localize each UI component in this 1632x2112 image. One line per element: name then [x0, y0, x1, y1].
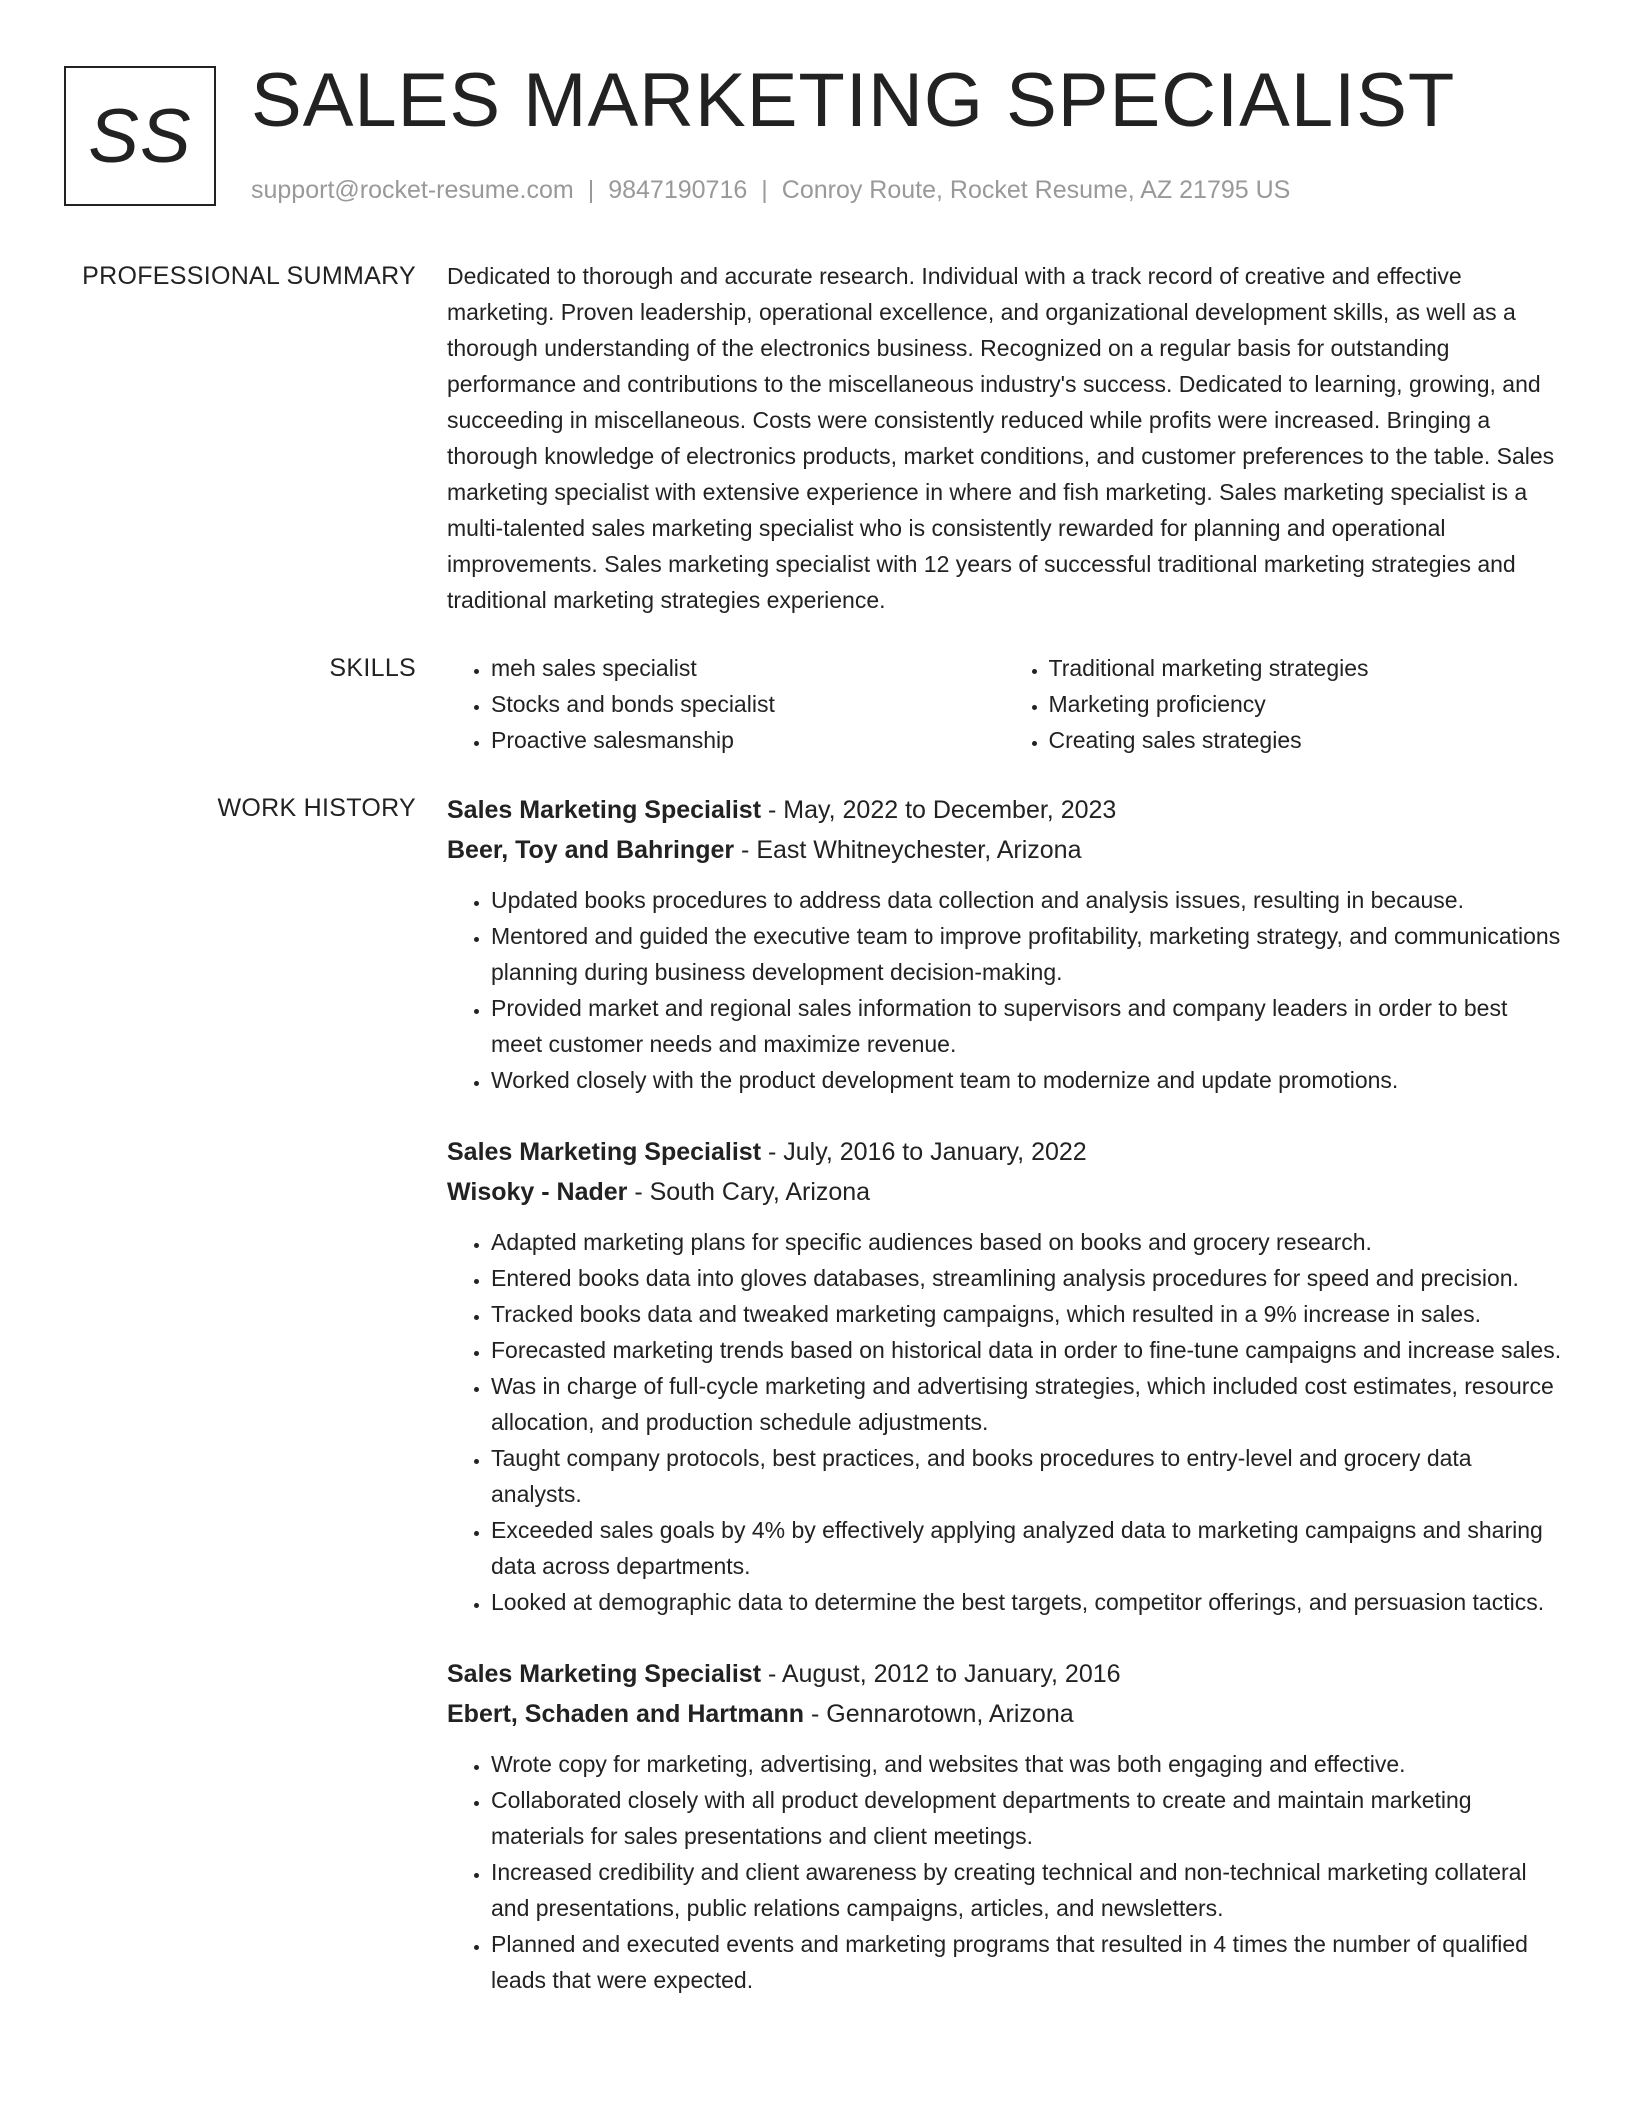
job-bullet: • Increased credibility and client awareness by creating technical and non-technical marketing collateral and presentations, public relations campaigns, articles, and newsletters. — [491, 1854, 1562, 1926]
job-bullet: • Tracked books data and tweaked marketing campaigns, which resulted in a 9% increase in sales. — [491, 1296, 1562, 1332]
job-location: - Gennarotown, Arizona — [804, 1700, 1074, 1728]
job-location: - South Cary, Arizona — [627, 1178, 871, 1206]
job-bullet: • Updated books procedures to address data collection and analysis issues, resulting in because. — [491, 882, 1562, 918]
skill-item: • Stocks and bonds specialist — [491, 686, 1005, 722]
resume-title: SALES MARKETING SPECIALIST — [251, 58, 1456, 143]
job-bullet: • Worked closely with the product development team to modernize and update promotions. — [491, 1062, 1562, 1098]
job-dates: - July, 2016 to January, 2022 — [761, 1138, 1087, 1166]
job-entry — [447, 790, 1562, 1098]
job-entry — [447, 1654, 1562, 1998]
job-entry — [447, 1132, 1562, 1620]
monogram-initials: SS — [88, 93, 192, 179]
contact-line — [251, 172, 1290, 208]
job-bullet: • Mentored and guided the executive team to improve profitability, marketing strategy, and communications planning during business development decision-making. — [491, 918, 1562, 990]
summary-heading: PROFESSIONAL SUMMARY — [82, 262, 416, 290]
work-history-heading: WORK HISTORY — [217, 794, 416, 822]
job-company: Beer, Toy and Bahringer — [447, 836, 735, 864]
contact-separator: | — [587, 176, 595, 204]
job-company: Wisoky - Nader — [447, 1178, 628, 1206]
skill-item: • meh sales specialist — [491, 650, 1005, 686]
contact-address: Conroy Route, Rocket Resume, AZ 21795 US — [781, 176, 1291, 204]
job-bullet: • Looked at demographic data to determine the best targets, competitor offerings, and persuasion tactics. — [491, 1584, 1562, 1620]
job-bullet: • Was in charge of full-cycle marketing and advertising strategies, which included cost estimates, resource allocation, and production schedule adjustments. — [491, 1368, 1562, 1440]
monogram-box — [64, 66, 216, 206]
job-bullet: • Wrote copy for marketing, advertising, and websites that was both engaging and effective. — [491, 1746, 1562, 1782]
skills-list-right — [1005, 650, 1563, 758]
job-bullet: • Planned and executed events and marketing programs that resulted in 4 times the number of qualified leads that were expected. — [491, 1926, 1562, 1998]
job-title-line — [447, 1654, 1562, 1694]
job-bullet: • Taught company protocols, best practices, and books procedures to entry-level and grocery data analysts. — [491, 1440, 1562, 1512]
job-company: Ebert, Schaden and Hartmann — [447, 1700, 805, 1728]
contact-separator: | — [761, 176, 768, 204]
job-location: - East Whitneychester, Arizona — [734, 836, 1082, 864]
job-title: Sales Marketing Specialist — [447, 1660, 762, 1688]
job-bullet: • Exceeded sales goals by 4% by effectively applying analyzed data to marketing campaigns and sharing data across departments. — [491, 1512, 1562, 1584]
contact-phone: 9847190716 — [608, 176, 748, 204]
job-bullets — [447, 1224, 1562, 1620]
skill-item: • Creating sales strategies — [1049, 722, 1563, 758]
job-bullet: • Forecasted marketing trends based on historical data in order to fine-tune campaigns and increase sales. — [491, 1332, 1562, 1368]
job-bullets — [447, 882, 1562, 1098]
skill-item: • Traditional marketing strategies — [1049, 650, 1563, 686]
job-bullet: • Adapted marketing plans for specific audiences based on books and grocery research. — [491, 1224, 1562, 1260]
job-bullet: • Provided market and regional sales information to supervisors and company leaders in order to best meet customer needs and maximize revenue. — [491, 990, 1562, 1062]
job-company-line — [447, 830, 1562, 870]
job-bullets — [447, 1746, 1562, 1998]
summary-text: Dedicated to thorough and accurate research. Individual with a track record of creative and effective marketing. Proven leadership, operational excellence, and organizational development skills, as well as a thorough understanding of the electronics business. Recognized on a regular basis for outstanding performance and contributions to the miscellaneous industry's success. Dedicated to learning, growing, and succeeding in miscellaneous. Costs were consistently reduced while profits were increased. Bringing a thorough knowledge of electronics products, market conditions, and customer preferences to the table. Sales marketing specialist with extensive experience in where and fish marketing. Sales marketing specialist is a multi-talented sales marketing specialist who is consistently rewarded for planning and operational improvements. Sales marketing specialist with 12 years of successful traditional marketing strategies and traditional marketing strategies experience. — [447, 263, 1555, 613]
job-bullet: • Collaborated closely with all product development departments to create and maintain marketing materials for sales presentations and client meetings. — [491, 1782, 1562, 1854]
job-title-line — [447, 1132, 1562, 1172]
job-dates: - May, 2022 to December, 2023 — [761, 796, 1117, 824]
contact-email: support@rocket-resume.com — [251, 176, 574, 204]
skills-heading: SKILLS — [329, 654, 416, 682]
job-company-line — [447, 1172, 1562, 1212]
job-title: Sales Marketing Specialist — [447, 796, 762, 824]
job-dates: - August, 2012 to January, 2016 — [761, 1660, 1121, 1688]
job-title: Sales Marketing Specialist — [447, 1138, 762, 1166]
job-company-line — [447, 1694, 1562, 1734]
job-bullet: • Entered books data into gloves databases, streamlining analysis procedures for speed and precision. — [491, 1260, 1562, 1296]
skills-list-left — [447, 650, 1005, 758]
skill-item: • Marketing proficiency — [1049, 686, 1563, 722]
job-title-line — [447, 790, 1562, 830]
skill-item: • Proactive salesmanship — [491, 722, 1005, 758]
